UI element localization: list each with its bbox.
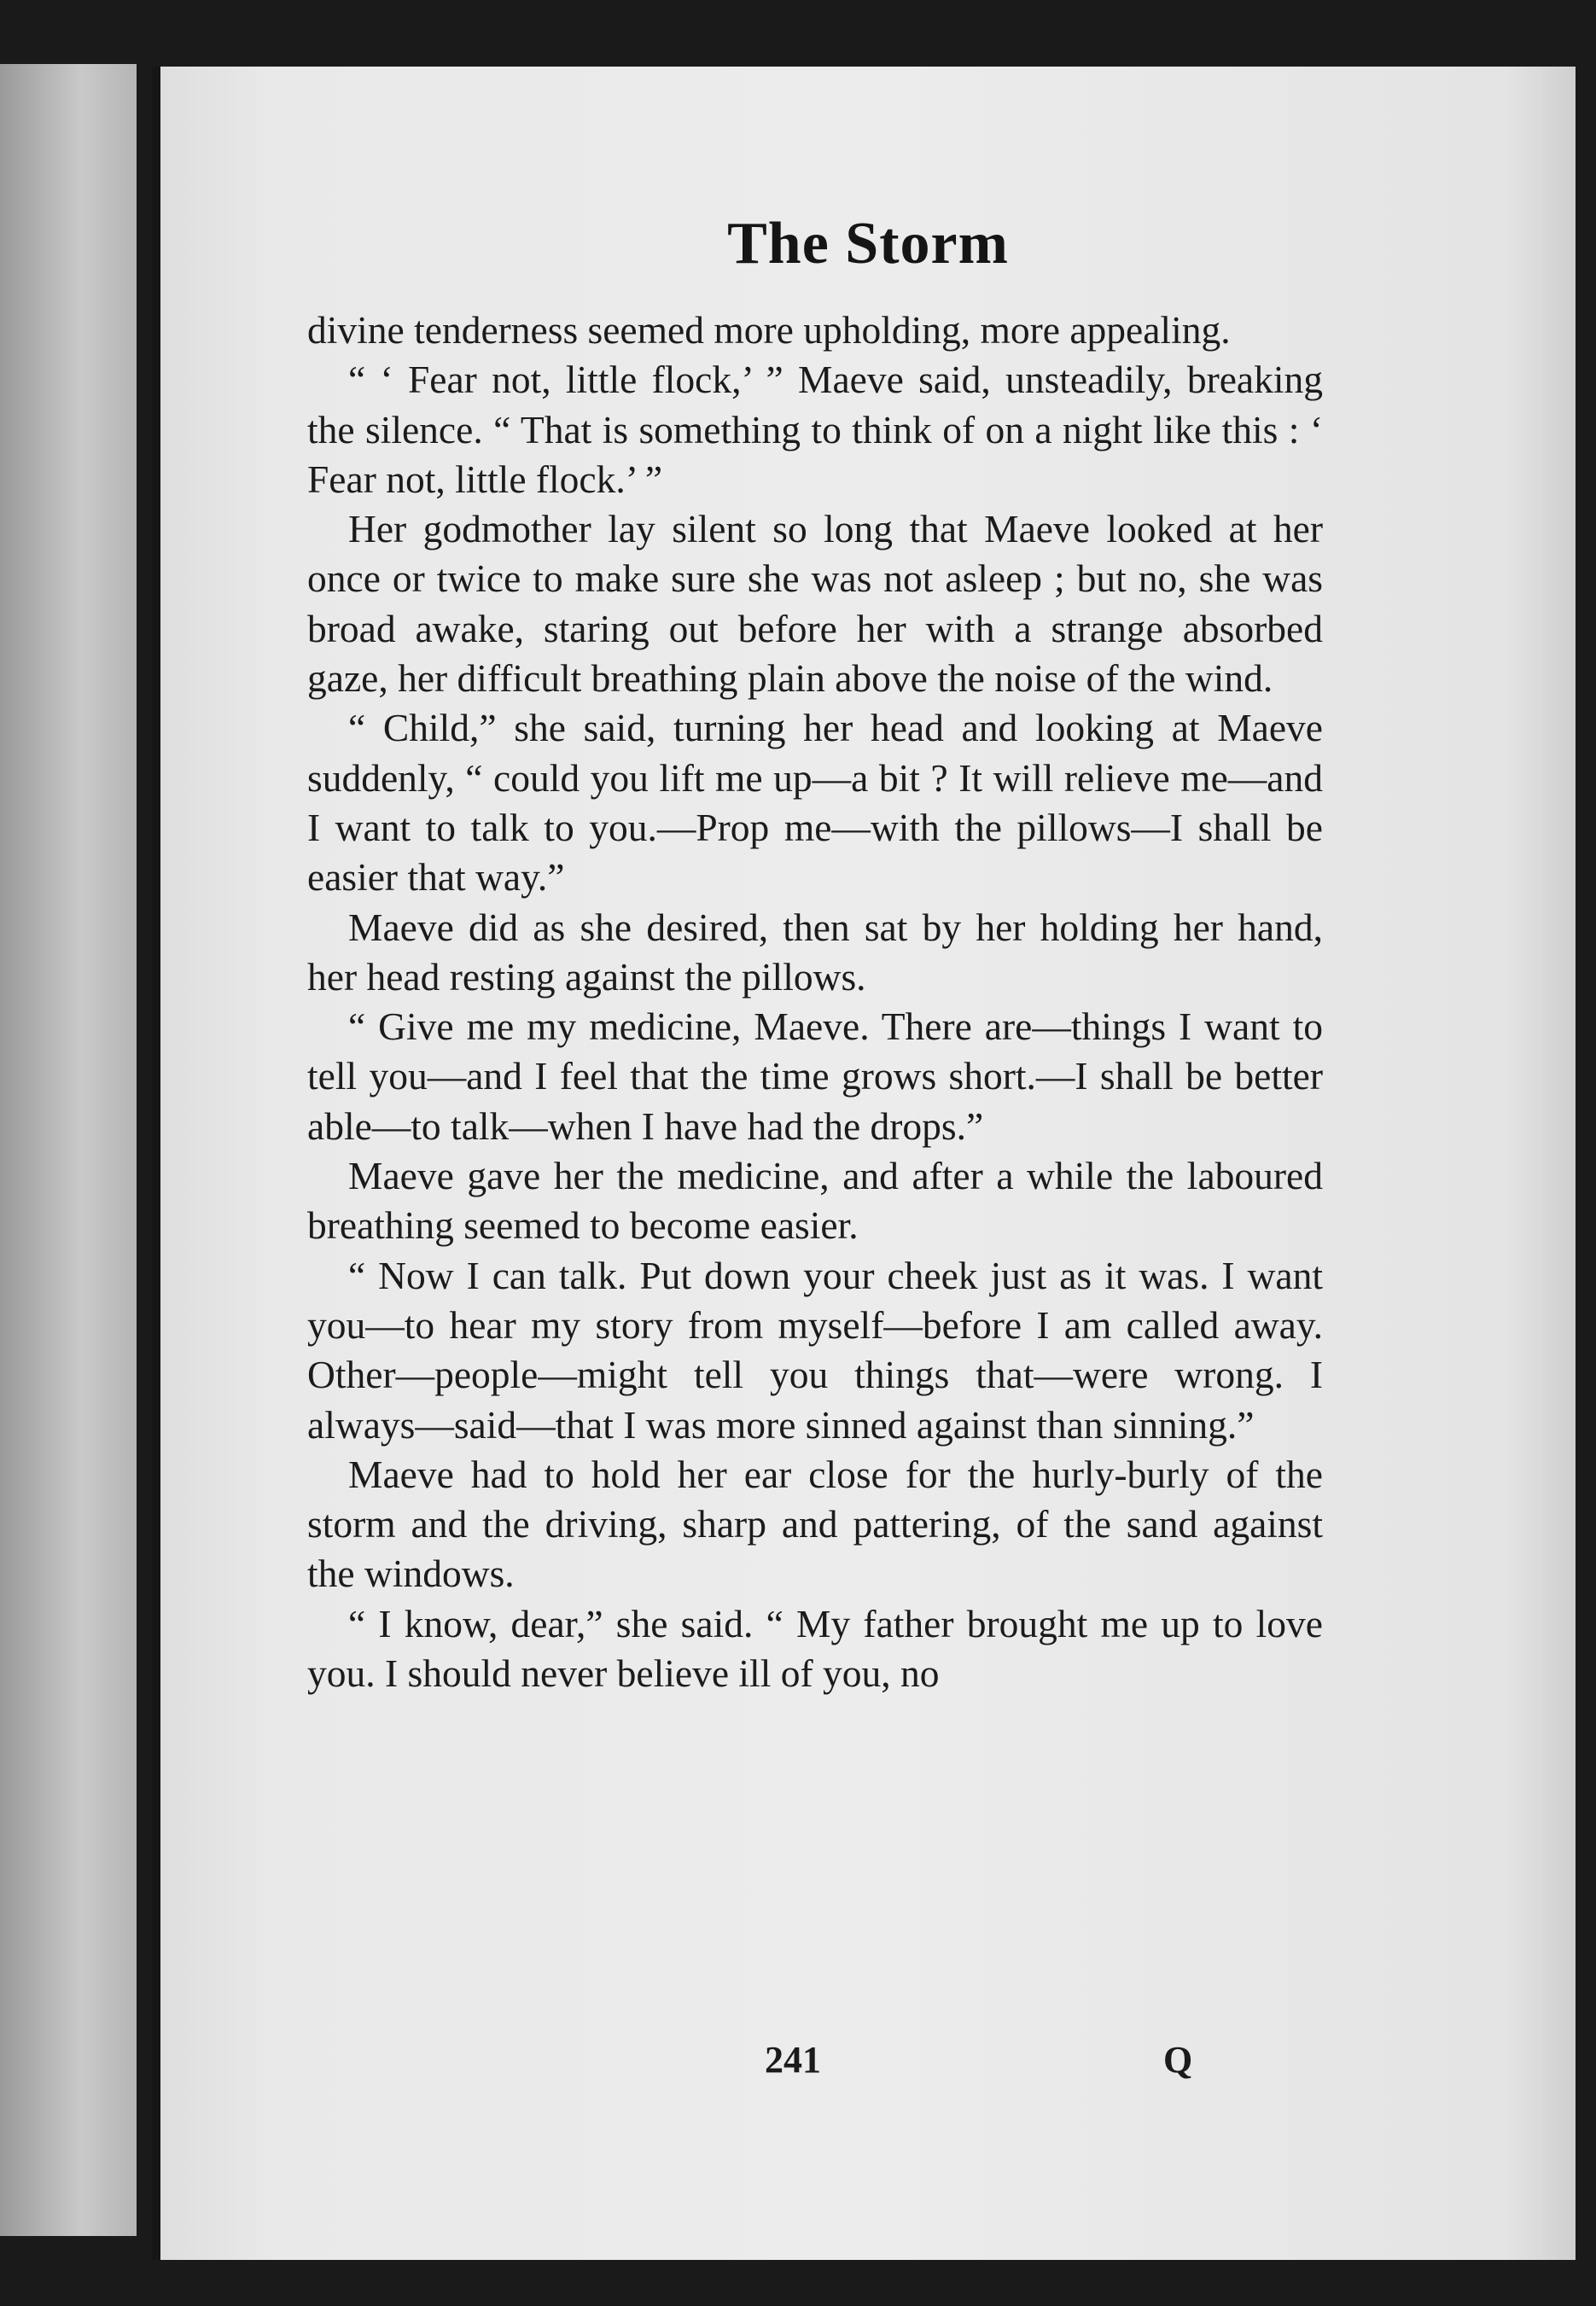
paragraph: “ ‘ Fear not, little flock,’ ” Maeve said, unsteadily, breaking the silence. “ That is something to think of on a night like this : ‘ Fear not, little flock.’ ”	[307, 358, 1323, 501]
paragraph: Her godmother lay silent so long that Maeve looked at her once or twice to make sure she was not asleep ; but no, she was broad awake, staring out before her with a strange absorbed gaze, her difficult breathing plain above the noise of the wind.	[307, 507, 1323, 701]
paragraph: Maeve did as she desired, then sat by her holding her hand, her head resting against the pillows.	[307, 905, 1323, 999]
page-number: 241	[765, 2039, 821, 2081]
paragraph: divine tenderness seemed more upholding, more appealing.	[307, 308, 1231, 352]
paragraph: “ Now I can talk. Put down your cheek just as it was. I want you—to hear my story from myself—before I am called away. Other—people—might tell you things that—were wrong. I always—said—that I was more sinned against than sinning.”	[307, 1253, 1323, 1447]
paragraph: “ I know, dear,” she said. “ My father brought me up to love you. I should never believe ill of you, no	[307, 1601, 1323, 1696]
book-page	[152, 67, 1576, 2260]
signature-mark: Q	[1163, 2039, 1193, 2081]
paragraph: “ Give me my medicine, Maeve. There are—things I want to tell you—and I feel that the time grows short.—I shall be better able—to talk—when I have had the drops.”	[307, 1005, 1323, 1148]
facing-page-edge	[0, 64, 137, 2236]
paragraph: Maeve gave her the medicine, and after a while the laboured breathing seemed to become easier.	[307, 1154, 1323, 1248]
paragraph: “ Child,” she said, turning her head and looking at Maeve suddenly, “ could you lift me up—a bit ? It will relieve me—and I want to talk to you.—Prop me—with the pillows—I shall be easier that way.”	[307, 706, 1323, 900]
running-title: The Storm	[727, 211, 1009, 277]
paragraph: Maeve had to hold her ear close for the hurly-burly of the storm and the driving, sharp and pattering, of the sand against the windows.	[307, 1452, 1323, 1596]
body-text	[307, 306, 1323, 1698]
